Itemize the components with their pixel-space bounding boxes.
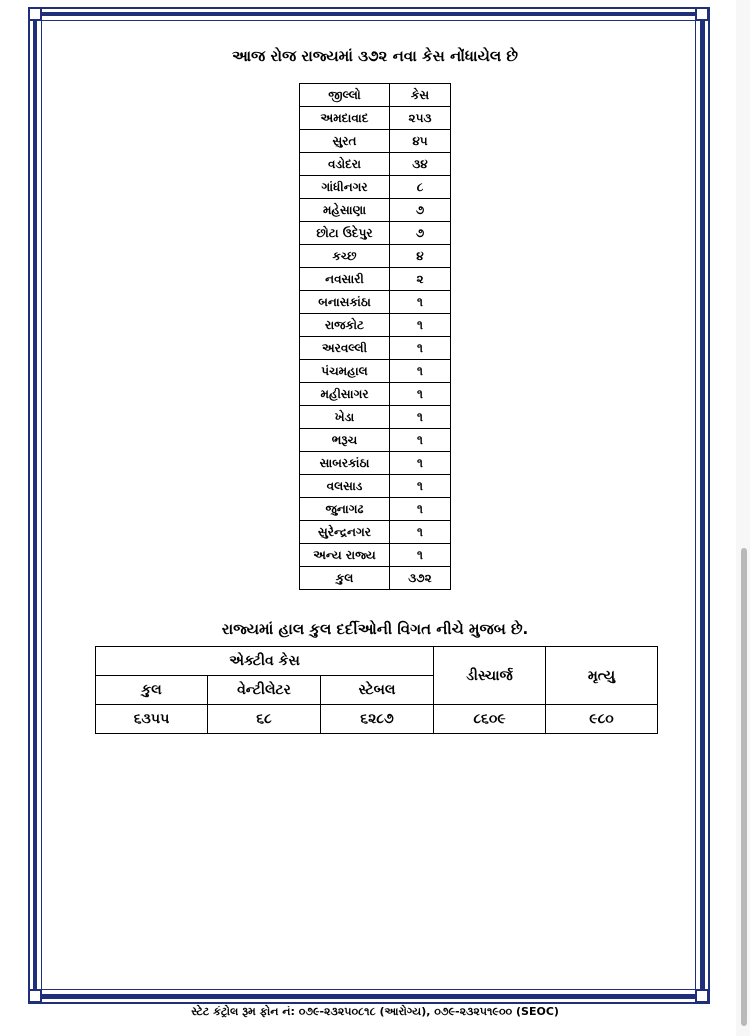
district-name: કચ્છ (300, 245, 390, 268)
district-cases: ૧ (390, 475, 451, 498)
district-cases: ૭ (390, 199, 451, 222)
table-row (300, 291, 451, 314)
patient-summary-table (95, 646, 658, 734)
district-cases: ૧ (390, 337, 451, 360)
district-name: મહેસાણા (300, 199, 390, 222)
table-header-row (300, 84, 451, 107)
district-name: ગાંધીનગર (300, 176, 390, 199)
active-cases-header: એક્ટીવ કેસ (96, 647, 434, 676)
table-row (300, 107, 451, 130)
district-cases: ૭ (390, 222, 451, 245)
district-cases: ૪૫ (390, 130, 451, 153)
district-name: રાજકોટ (300, 314, 390, 337)
stable-value: ૬૨૮૭ (321, 705, 434, 734)
district-cases: ૧ (390, 429, 451, 452)
district-name: સુરત (300, 130, 390, 153)
table-row (300, 498, 451, 521)
discharge-value: ૮૬૦૯ (434, 705, 546, 734)
table-row (300, 475, 451, 498)
table-row (300, 153, 451, 176)
district-name: અમદાવાદ (300, 107, 390, 130)
total-label: કુલ (300, 567, 390, 590)
district-cases: ૧ (390, 544, 451, 567)
district-name: ભરૂચ (300, 429, 390, 452)
district-name: વલસાડ (300, 475, 390, 498)
summary-heading: રાજ્યમાં હાલ કુલ દર્દીઓની વિગત નીચે મુજબ છે. (221, 620, 529, 638)
district-name: અરવલ્લી (300, 337, 390, 360)
district-cases: ૨૫૩ (390, 107, 451, 130)
table-row (300, 130, 451, 153)
stable-header: સ્ટેબલ (321, 676, 434, 705)
table-row (300, 337, 451, 360)
district-name: પંચમહાલ (300, 360, 390, 383)
table-row (96, 705, 658, 734)
border-corner (28, 989, 42, 1003)
district-name: વડોદરા (300, 153, 390, 176)
table-row (300, 452, 451, 475)
district-name: અન્ય રાજ્ય (300, 544, 390, 567)
border-corner (695, 989, 709, 1003)
ventilator-header: વેન્ટીલેટર (208, 676, 321, 705)
table-row (96, 647, 658, 676)
district-cases: ૧ (390, 498, 451, 521)
district-cases: ૧ (390, 360, 451, 383)
table-row (300, 176, 451, 199)
district-cases: ૪ (390, 245, 451, 268)
table-row (300, 360, 451, 383)
table-row (300, 429, 451, 452)
death-header: મૃત્યુ (546, 647, 658, 705)
table-row (300, 521, 451, 544)
total-header: કુલ (96, 676, 208, 705)
district-name: છોટા ઉદેપુર (300, 222, 390, 245)
table-row (300, 383, 451, 406)
footer-contact: સ્ટેટ કંટ્રોલ રૂમ ફોન નં: ૦૭૯-૨૩૨૫૦૮૧૮ (આરોગ્ય), ૦૭૯-૨૩૨૫૧૯૦૦ (SEOC) (191, 1005, 559, 1018)
table-row (300, 222, 451, 245)
district-cases: ૧ (390, 521, 451, 544)
discharge-header: ડીસ્ચાર્જ (434, 647, 546, 705)
page-title: આજ રોજ રાજ્યમાં ૩૭૨ નવા કેસ નોંધાયેલ છે (231, 47, 519, 65)
district-cases-table (299, 83, 451, 590)
district-cases: ૧ (390, 314, 451, 337)
district-cases: ૨ (390, 268, 451, 291)
border-corner (28, 7, 42, 21)
district-cases: ૧ (390, 291, 451, 314)
header-district: જીલ્લો (300, 84, 390, 107)
district-name: સાબરકાંઠા (300, 452, 390, 475)
table-total-row (300, 567, 451, 590)
total-cases: ૩૭૨ (390, 567, 451, 590)
table-row (300, 314, 451, 337)
district-cases: ૧ (390, 383, 451, 406)
district-cases: ૮ (390, 176, 451, 199)
table-row (300, 406, 451, 429)
district-cases: ૧ (390, 452, 451, 475)
table-row (300, 199, 451, 222)
district-name: જુનાગઢ (300, 498, 390, 521)
district-name: મહીસાગર (300, 383, 390, 406)
district-name: બનાસકાંઠા (300, 291, 390, 314)
border-corner (695, 7, 709, 21)
table-row (300, 268, 451, 291)
total-value: ૬૩૫૫ (96, 705, 208, 734)
death-value: ૯૮૦ (546, 705, 658, 734)
district-name: સુરેન્દ્રનગર (300, 521, 390, 544)
district-cases: ૧ (390, 406, 451, 429)
ventilator-value: ૬૮ (208, 705, 321, 734)
header-cases: કેસ (390, 84, 451, 107)
table-row (300, 544, 451, 567)
district-cases: ૩૪ (390, 153, 451, 176)
table-row (300, 245, 451, 268)
scrollbar-track[interactable] (736, 0, 750, 1036)
district-name: નવસારી (300, 268, 390, 291)
district-name: ખેડા (300, 406, 390, 429)
